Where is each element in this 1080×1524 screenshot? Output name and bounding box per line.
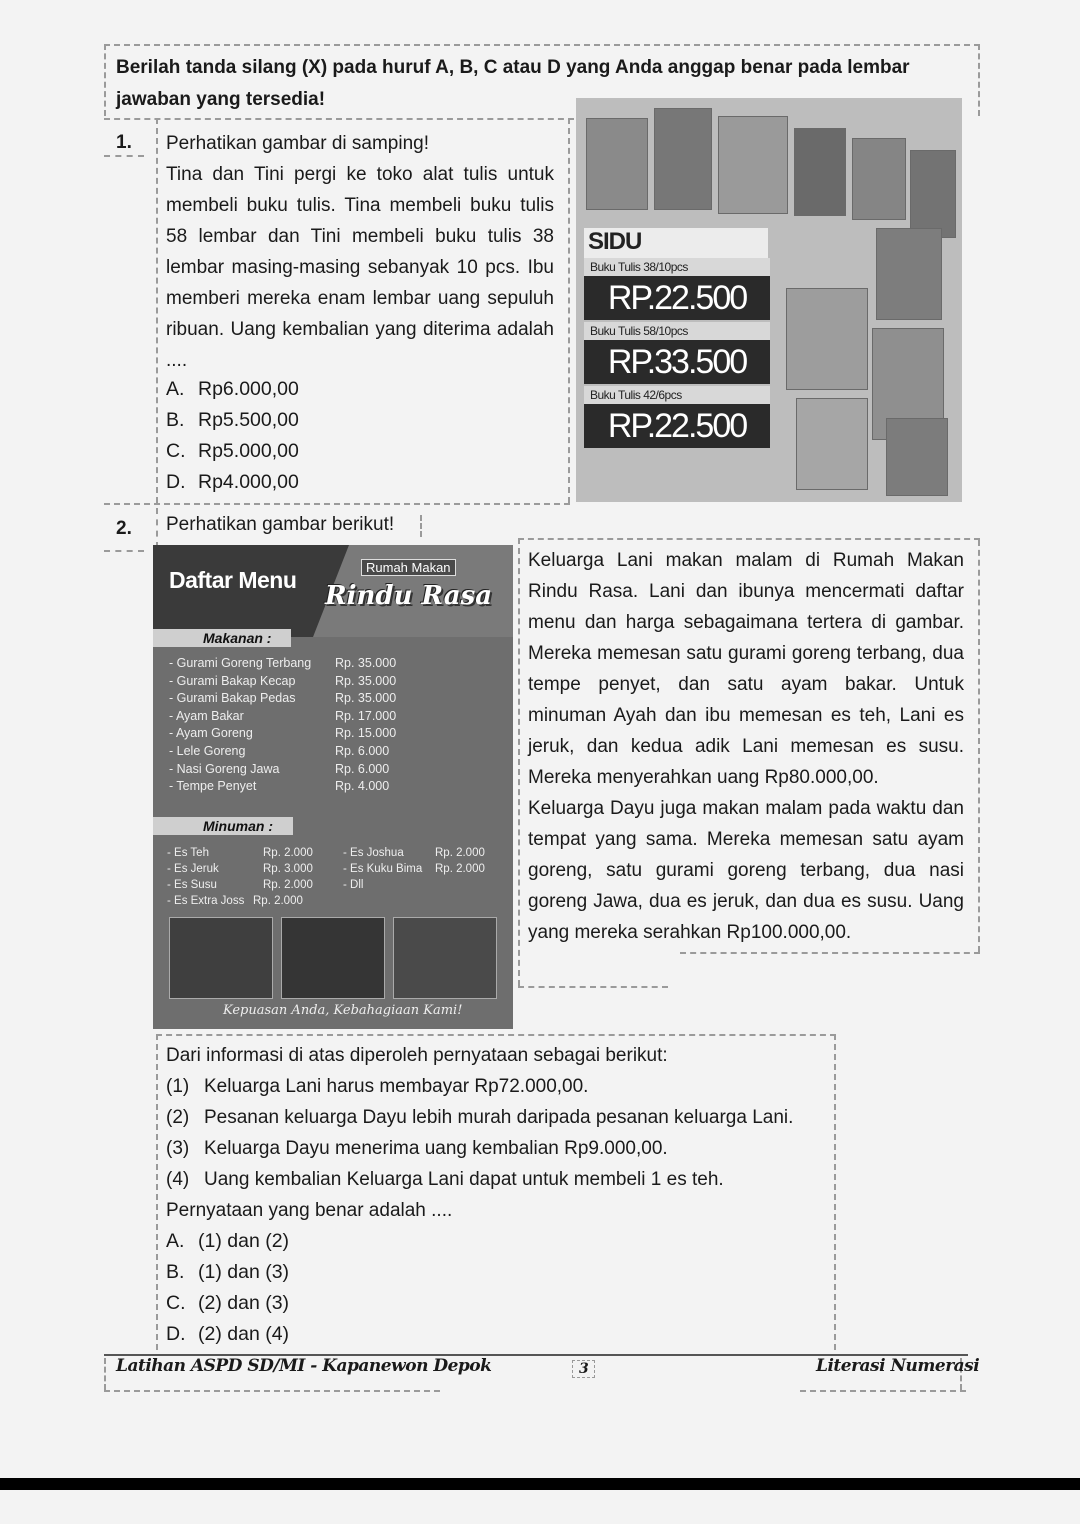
option-text: (2) dan (4) — [198, 1323, 290, 1345]
option-text: Rp6.000,00 — [198, 378, 299, 400]
food-photo — [169, 917, 273, 999]
menu-title: Daftar Menu — [169, 567, 297, 593]
food-item: - Gurami Bakap Kecap Rp. 35.000 — [169, 673, 397, 688]
option-text: (1) dan (2) — [198, 1230, 290, 1252]
option-letter: A. — [166, 378, 185, 400]
option-text: Rp5.500,00 — [198, 409, 299, 431]
price-tag-label: Buku Tulis 38/10pcs — [584, 258, 770, 276]
option-text: Rp5.000,00 — [198, 440, 299, 462]
food-item: - Lele Goreng Rp. 6.000 — [169, 743, 390, 758]
drink-section-label: Minuman : — [153, 817, 293, 835]
option-c[interactable] — [166, 1288, 836, 1319]
question-2-statements — [166, 1040, 836, 1350]
statement-4: (4) Uang kembalian Keluarga Lani dapat untuk membeli 1 es teh. — [166, 1169, 724, 1190]
statements-intro: Dari informasi di atas diperoleh pernyataan sebagai berikut: — [166, 1045, 668, 1066]
story-lani: Keluarga Lani makan malam di Rumah Makan Rindu Rasa. Lani dan ibunya mencermati daftar menu dan harga sebagaimana tertera di gambar. Mereka memesan satu gurami goreng terbang, dua tempe penyet, dan satu ayam bakar. Untuk minuman Ayah dan ibu memesan es teh, Lani es jeruk, dan kedua adik Lani memesan es susu. Mereka menyerahkan uang Rp80.000,00. — [528, 550, 964, 788]
notebook-cover — [718, 116, 788, 214]
brand-label: SIDU — [584, 228, 768, 262]
food-list — [169, 655, 396, 796]
notebook-price-image — [576, 98, 962, 502]
drink-item: - Es Joshua Rp. 2.000 — [343, 847, 485, 859]
option-c[interactable] — [166, 436, 299, 467]
bottom-bar — [0, 1478, 1080, 1490]
food-item: - Tempe Penyet Rp. 4.000 — [169, 779, 390, 794]
option-letter: C. — [166, 1292, 186, 1314]
option-d[interactable] — [166, 1319, 836, 1350]
price-tag-label: Buku Tulis 42/6pcs — [584, 386, 770, 404]
price-tag-1 — [584, 258, 770, 320]
food-item: - Nasi Goreng Jawa Rp. 6.000 — [169, 761, 390, 776]
option-a[interactable] — [166, 374, 299, 405]
food-item: - Gurami Bakap Pedas Rp. 35.000 — [169, 691, 397, 706]
notebook-cover — [886, 418, 948, 496]
drink-item: - Es Jeruk Rp. 3.000 — [167, 863, 313, 875]
option-a[interactable] — [166, 1226, 836, 1257]
option-d[interactable] — [166, 467, 299, 498]
price-tag-value: RP.22.500 — [584, 404, 770, 448]
question-2-prompt: Pernyataan yang benar adalah .... — [166, 1200, 453, 1221]
drink-item: - Es Extra Joss Rp. 2.000 — [167, 895, 303, 907]
footer-left: Latihan ASPD SD/MI - Kapanewon Depok — [116, 1356, 492, 1376]
restaurant-menu-image — [153, 545, 513, 1029]
food-photo — [393, 917, 497, 999]
food-photo — [281, 917, 385, 999]
price-tag-3 — [584, 386, 770, 448]
question-1-story: Tina dan Tini pergi ke toko alat tulis untuk membeli buku tulis. Tina membeli buku tulis 58 lembar dan Tini membeli buku tulis 38 lembar masing-masing sebanyak 10 pcs. Ibu memberi mereka enam lembar uang sepuluh ribuan. Uang kembalian yang diterima adalah .... — [166, 164, 554, 371]
notebook-cover — [654, 108, 712, 210]
notebook-cover — [586, 118, 648, 210]
price-tag-label: Buku Tulis 58/10pcs — [584, 322, 770, 340]
menu-slogan: Kepuasan Anda, Kebahagiaan Kami! — [223, 1003, 463, 1018]
footer-right: Literasi Numerasi — [816, 1356, 980, 1376]
question-2-intro: Perhatikan gambar berikut! — [166, 514, 395, 535]
option-text: (1) dan (3) — [198, 1261, 290, 1283]
food-item: - Ayam Bakar Rp. 17.000 — [169, 708, 397, 723]
drink-list-left — [167, 845, 313, 909]
option-letter: B. — [166, 409, 185, 431]
statement-3: (3) Keluarga Dayu menerima uang kembalian Rp9.000,00. — [166, 1138, 668, 1159]
option-letter: C. — [166, 440, 186, 462]
option-letter: D. — [166, 1323, 186, 1345]
restaurant-name: Rindu Rasa — [325, 581, 493, 611]
notebook-cover — [794, 128, 846, 216]
option-text: (2) dan (3) — [198, 1292, 290, 1314]
option-b[interactable] — [166, 1257, 836, 1288]
option-b[interactable] — [166, 405, 299, 436]
drink-item: - Es Teh Rp. 2.000 — [167, 847, 313, 859]
drink-item: - Dll — [343, 879, 364, 891]
question-1-intro: Perhatikan gambar di samping! — [166, 133, 429, 154]
option-letter: D. — [166, 471, 186, 493]
question-2-number: 2. — [116, 518, 132, 539]
question-1-text — [166, 128, 554, 376]
option-text: Rp4.000,00 — [198, 471, 299, 493]
story-dayu: Keluarga Dayu juga makan malam pada waktu dan tempat yang sama. Mereka memesan satu ayam goreng, satu gurami goreng terbang, dua nasi goreng Jawa, dua es jeruk, dan dua es susu. Uang yang mereka serahkan Rp100.000,00. — [528, 798, 964, 943]
price-tag-value: RP.22.500 — [584, 276, 770, 320]
question-2-story — [528, 545, 964, 948]
option-letter: B. — [166, 1261, 185, 1283]
page-number: 3 — [572, 1360, 595, 1378]
statement-1: (1) Keluarga Lani harus membayar Rp72.000,00. — [166, 1076, 589, 1097]
food-section-label: Makanan : — [153, 629, 291, 647]
statement-2: (2) Pesanan keluarga Dayu lebih murah daripada pesanan keluarga Lani. — [166, 1107, 794, 1128]
price-tag-2 — [584, 322, 770, 384]
notebook-cover — [876, 228, 942, 320]
notebook-cover — [786, 288, 868, 390]
drink-item: - Es Kuku Bima Rp. 2.000 — [343, 863, 485, 875]
notebook-cover — [796, 398, 868, 490]
drink-list-right — [343, 845, 485, 893]
price-tag-value: RP.33.500 — [584, 340, 770, 384]
question-1-options — [166, 374, 299, 498]
question-1-number: 1. — [116, 132, 132, 153]
food-item: - Ayam Goreng Rp. 15.000 — [169, 726, 397, 741]
food-item: - Gurami Goreng Terbang Rp. 35.000 — [169, 656, 397, 670]
menu-subtitle: Rumah Makan — [361, 559, 456, 576]
option-letter: A. — [166, 1230, 185, 1252]
notebook-cover — [910, 150, 956, 238]
instruction-text: Berilah tanda silang (X) pada huruf A, B, C atau D yang Anda anggap benar pada lembar jawaban yang tersedia! — [116, 57, 910, 110]
notebook-cover — [852, 138, 906, 220]
drink-item: - Es Susu Rp. 2.000 — [167, 879, 313, 891]
